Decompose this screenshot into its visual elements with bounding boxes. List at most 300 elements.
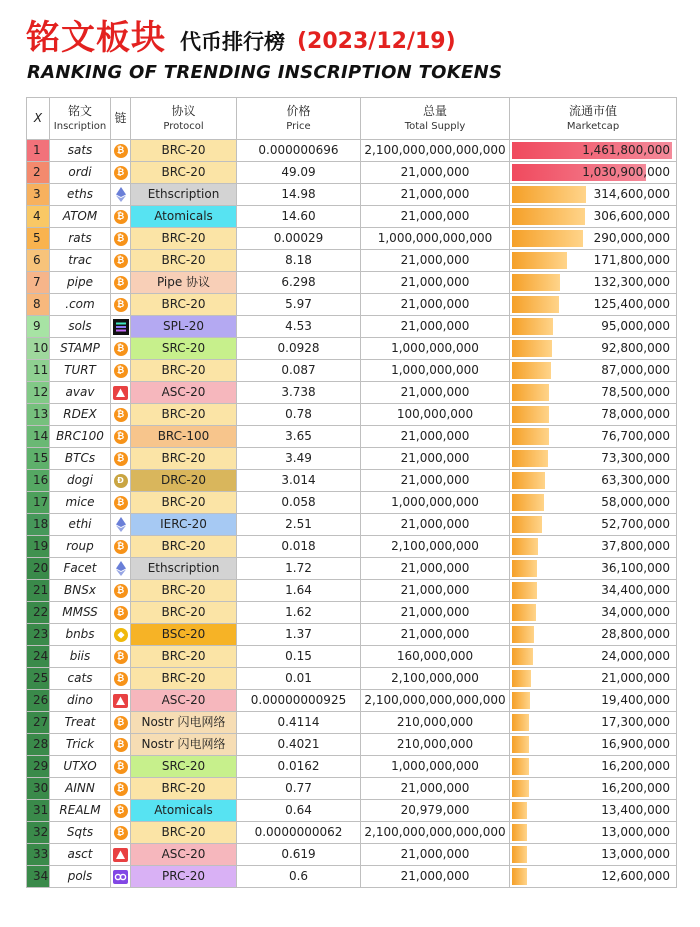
price-cell: 0.000000696 <box>237 140 361 162</box>
rank-cell: 22 <box>27 602 50 624</box>
price-cell: 0.0928 <box>237 338 361 360</box>
supply-cell: 1,000,000,000 <box>361 338 510 360</box>
rank-cell: 31 <box>27 800 50 822</box>
bitcoin-icon: ₿ <box>111 778 131 800</box>
marketcap-cell <box>510 470 677 492</box>
marketcap-bar <box>512 340 552 357</box>
protocol-cell: IERC-20 <box>131 514 237 536</box>
rank-cell: 20 <box>27 558 50 580</box>
price-cell: 0.01 <box>237 668 361 690</box>
marketcap-bar <box>512 692 530 709</box>
marketcap-bar <box>512 868 527 885</box>
supply-cell: 1,000,000,000 <box>361 756 510 778</box>
bitcoin-icon: ₿ <box>111 668 131 690</box>
protocol-cell: Ethscription <box>131 558 237 580</box>
marketcap-value: 132,300,000 <box>593 275 670 289</box>
marketcap-value: 16,200,000 <box>601 781 670 795</box>
marketcap-bar <box>512 516 542 533</box>
marketcap-bar <box>512 208 585 225</box>
protocol-cell: PRC-20 <box>131 866 237 888</box>
bitcoin-icon: ₿ <box>111 602 131 624</box>
bitcoin-icon: ₿ <box>111 734 131 756</box>
marketcap-cell <box>510 184 677 206</box>
inscription-cell: ordi <box>50 162 111 184</box>
inscription-cell: sols <box>50 316 111 338</box>
protocol-cell: BRC-20 <box>131 580 237 602</box>
inscription-cell: pols <box>50 866 111 888</box>
table-header-row <box>27 98 677 140</box>
protocol-cell: DRC-20 <box>131 470 237 492</box>
protocol-cell: BRC-20 <box>131 778 237 800</box>
rank-cell: 16 <box>27 470 50 492</box>
solana-icon <box>111 316 131 338</box>
marketcap-value: 63,300,000 <box>601 473 670 487</box>
supply-cell: 210,000,000 <box>361 734 510 756</box>
table-row <box>27 294 677 316</box>
supply-cell: 1,000,000,000 <box>361 492 510 514</box>
bitcoin-icon: ₿ <box>111 448 131 470</box>
page-title: 铭文板块 <box>26 18 166 58</box>
table-row <box>27 338 677 360</box>
table-row <box>27 448 677 470</box>
inscription-cell: sats <box>50 140 111 162</box>
header-chain: 链 <box>111 98 131 140</box>
marketcap-bar <box>512 824 527 841</box>
marketcap-cell <box>510 404 677 426</box>
table-row <box>27 272 677 294</box>
table-row <box>27 404 677 426</box>
marketcap-cell <box>510 162 677 184</box>
header-price: 价格 Price <box>237 98 361 140</box>
price-cell: 0.6 <box>237 866 361 888</box>
marketcap-bar <box>512 252 567 269</box>
supply-cell: 21,000,000 <box>361 514 510 536</box>
marketcap-cell <box>510 822 677 844</box>
marketcap-bar <box>512 428 549 445</box>
marketcap-value: 52,700,000 <box>601 517 670 531</box>
table-row <box>27 316 677 338</box>
marketcap-bar <box>512 406 549 423</box>
bitcoin-icon: ₿ <box>111 822 131 844</box>
price-cell: 14.60 <box>237 206 361 228</box>
price-cell: 1.72 <box>237 558 361 580</box>
bitcoin-icon: ₿ <box>111 338 131 360</box>
title-row <box>26 10 456 60</box>
price-cell: 3.65 <box>237 426 361 448</box>
avalanche-icon <box>111 844 131 866</box>
supply-cell: 2,100,000,000 <box>361 668 510 690</box>
table-row <box>27 778 677 800</box>
inscription-cell: asct <box>50 844 111 866</box>
bitcoin-icon: ₿ <box>111 272 131 294</box>
marketcap-cell <box>510 382 677 404</box>
bitcoin-icon: ₿ <box>111 426 131 448</box>
marketcap-value: 125,400,000 <box>593 297 670 311</box>
marketcap-cell <box>510 228 677 250</box>
marketcap-cell <box>510 646 677 668</box>
table-row <box>27 668 677 690</box>
inscription-cell: .com <box>50 294 111 316</box>
price-cell: 2.51 <box>237 514 361 536</box>
marketcap-bar <box>512 450 548 467</box>
marketcap-cell <box>510 690 677 712</box>
inscription-cell: UTXO <box>50 756 111 778</box>
price-cell: 0.78 <box>237 404 361 426</box>
marketcap-value: 95,000,000 <box>601 319 670 333</box>
inscription-cell: biis <box>50 646 111 668</box>
bitcoin-icon: ₿ <box>111 404 131 426</box>
bitcoin-icon: ₿ <box>111 140 131 162</box>
inscription-cell: bnbs <box>50 624 111 646</box>
supply-cell: 21,000,000 <box>361 778 510 800</box>
table-row <box>27 228 677 250</box>
dogecoin-icon: Ð <box>111 470 131 492</box>
table-row <box>27 602 677 624</box>
marketcap-bar <box>512 472 545 489</box>
supply-cell: 2,100,000,000 <box>361 536 510 558</box>
supply-cell: 21,000,000 <box>361 558 510 580</box>
inscription-cell: MMSS <box>50 602 111 624</box>
inscription-cell: mice <box>50 492 111 514</box>
bitcoin-icon: ₿ <box>111 294 131 316</box>
marketcap-bar <box>512 560 537 577</box>
bitcoin-icon: ₿ <box>111 492 131 514</box>
table-row <box>27 822 677 844</box>
avalanche-icon <box>111 690 131 712</box>
protocol-cell: Atomicals <box>131 206 237 228</box>
protocol-cell: BSC-20 <box>131 624 237 646</box>
table-row <box>27 140 677 162</box>
marketcap-cell <box>510 624 677 646</box>
supply-cell: 21,000,000 <box>361 448 510 470</box>
protocol-cell: BRC-20 <box>131 646 237 668</box>
price-cell: 0.0000000062 <box>237 822 361 844</box>
marketcap-bar <box>512 802 527 819</box>
protocol-cell: ASC-20 <box>131 690 237 712</box>
rank-cell: 3 <box>27 184 50 206</box>
marketcap-cell <box>510 778 677 800</box>
rank-cell: 12 <box>27 382 50 404</box>
rank-cell: 17 <box>27 492 50 514</box>
supply-cell: 2,100,000,000,000,000 <box>361 690 510 712</box>
supply-cell: 21,000,000 <box>361 624 510 646</box>
supply-cell: 21,000,000 <box>361 382 510 404</box>
price-cell: 4.53 <box>237 316 361 338</box>
protocol-cell: SPL-20 <box>131 316 237 338</box>
header-supply: 总量 Total Supply <box>361 98 510 140</box>
price-cell: 5.97 <box>237 294 361 316</box>
marketcap-bar <box>512 758 529 775</box>
rank-cell: 8 <box>27 294 50 316</box>
inscription-cell: avav <box>50 382 111 404</box>
table-row <box>27 690 677 712</box>
marketcap-cell <box>510 712 677 734</box>
marketcap-cell <box>510 338 677 360</box>
page-subtitle-cn: 代币排行榜 <box>180 30 285 54</box>
marketcap-value: 21,000,000 <box>601 671 670 685</box>
header-x: X <box>27 98 50 140</box>
price-cell: 0.77 <box>237 778 361 800</box>
table-row <box>27 382 677 404</box>
rank-cell: 23 <box>27 624 50 646</box>
protocol-cell: BRC-20 <box>131 162 237 184</box>
marketcap-cell <box>510 492 677 514</box>
marketcap-bar <box>512 604 536 621</box>
marketcap-value: 16,900,000 <box>601 737 670 751</box>
marketcap-value: 34,400,000 <box>601 583 670 597</box>
price-cell: 0.0162 <box>237 756 361 778</box>
table-row <box>27 756 677 778</box>
marketcap-bar <box>512 780 529 797</box>
marketcap-value: 16,200,000 <box>601 759 670 773</box>
marketcap-value: 17,300,000 <box>601 715 670 729</box>
price-cell: 1.37 <box>237 624 361 646</box>
supply-cell: 21,000,000 <box>361 426 510 448</box>
inscription-cell: STAMP <box>50 338 111 360</box>
supply-cell: 1,000,000,000 <box>361 360 510 382</box>
marketcap-value: 19,400,000 <box>601 693 670 707</box>
table-row <box>27 184 677 206</box>
header-inscription: 铭文 Inscription <box>50 98 111 140</box>
protocol-cell: BRC-20 <box>131 536 237 558</box>
inscription-cell: dino <box>50 690 111 712</box>
protocol-cell: BRC-20 <box>131 822 237 844</box>
table-row <box>27 250 677 272</box>
supply-cell: 1,000,000,000,000 <box>361 228 510 250</box>
rank-cell: 9 <box>27 316 50 338</box>
inscription-cell: Trick <box>50 734 111 756</box>
table-row <box>27 470 677 492</box>
price-cell: 0.00029 <box>237 228 361 250</box>
marketcap-bar <box>512 736 529 753</box>
marketcap-value: 87,000,000 <box>601 363 670 377</box>
ethereum-icon <box>111 184 131 206</box>
marketcap-cell <box>510 844 677 866</box>
protocol-cell: Nostr 闪电网络 <box>131 734 237 756</box>
inscription-cell: TURT <box>50 360 111 382</box>
rank-cell: 24 <box>27 646 50 668</box>
supply-cell: 21,000,000 <box>361 602 510 624</box>
marketcap-cell <box>510 602 677 624</box>
marketcap-value: 171,800,000 <box>593 253 670 267</box>
marketcap-value: 28,800,000 <box>601 627 670 641</box>
inscription-cell: BNSx <box>50 580 111 602</box>
marketcap-bar <box>512 582 537 599</box>
inscription-cell: RDEX <box>50 404 111 426</box>
marketcap-value: 13,000,000 <box>601 847 670 861</box>
marketcap-bar <box>512 670 531 687</box>
table-row <box>27 492 677 514</box>
price-cell: 0.058 <box>237 492 361 514</box>
marketcap-bar <box>512 846 527 863</box>
marketcap-bar <box>512 714 529 731</box>
table-row <box>27 866 677 888</box>
rank-cell: 1 <box>27 140 50 162</box>
bitcoin-icon: ₿ <box>111 646 131 668</box>
marketcap-value: 73,300,000 <box>601 451 670 465</box>
supply-cell: 21,000,000 <box>361 580 510 602</box>
supply-cell: 21,000,000 <box>361 470 510 492</box>
marketcap-value: 13,000,000 <box>601 825 670 839</box>
inscription-cell: Treat <box>50 712 111 734</box>
rank-cell: 25 <box>27 668 50 690</box>
inscription-cell: rats <box>50 228 111 250</box>
rank-cell: 14 <box>27 426 50 448</box>
supply-cell: 20,979,000 <box>361 800 510 822</box>
protocol-cell: ASC-20 <box>131 382 237 404</box>
polygon-icon <box>111 866 131 888</box>
rank-cell: 13 <box>27 404 50 426</box>
protocol-cell: BRC-20 <box>131 404 237 426</box>
rank-cell: 19 <box>27 536 50 558</box>
protocol-cell: BRC-20 <box>131 668 237 690</box>
rank-cell: 28 <box>27 734 50 756</box>
marketcap-bar <box>512 230 583 247</box>
protocol-cell: BRC-20 <box>131 492 237 514</box>
supply-cell: 21,000,000 <box>361 184 510 206</box>
inscription-cell: AINN <box>50 778 111 800</box>
marketcap-value: 24,000,000 <box>601 649 670 663</box>
protocol-cell: SRC-20 <box>131 756 237 778</box>
marketcap-bar <box>512 186 586 203</box>
inscription-cell: Facet <box>50 558 111 580</box>
bitcoin-icon: ₿ <box>111 162 131 184</box>
inscription-cell: eths <box>50 184 111 206</box>
marketcap-cell <box>510 294 677 316</box>
price-cell: 3.49 <box>237 448 361 470</box>
marketcap-cell <box>510 316 677 338</box>
table-row <box>27 646 677 668</box>
table-row <box>27 800 677 822</box>
rank-cell: 29 <box>27 756 50 778</box>
bitcoin-icon: ₿ <box>111 712 131 734</box>
avalanche-icon <box>111 382 131 404</box>
table-row <box>27 162 677 184</box>
bitcoin-icon: ₿ <box>111 580 131 602</box>
protocol-cell: BRC-20 <box>131 602 237 624</box>
marketcap-value: 290,000,000 <box>593 231 670 245</box>
marketcap-cell <box>510 866 677 888</box>
marketcap-bar <box>512 296 559 313</box>
table-row <box>27 712 677 734</box>
protocol-cell: SRC-20 <box>131 338 237 360</box>
inscription-cell: dogi <box>50 470 111 492</box>
table-row <box>27 206 677 228</box>
rank-cell: 2 <box>27 162 50 184</box>
marketcap-cell <box>510 536 677 558</box>
table-row <box>27 558 677 580</box>
price-cell: 1.62 <box>237 602 361 624</box>
marketcap-value: 314,600,000 <box>593 187 670 201</box>
price-cell: 1.64 <box>237 580 361 602</box>
bitcoin-icon: ₿ <box>111 536 131 558</box>
marketcap-cell <box>510 734 677 756</box>
marketcap-value: 92,800,000 <box>601 341 670 355</box>
price-cell: 0.087 <box>237 360 361 382</box>
bitcoin-icon: ₿ <box>111 800 131 822</box>
header-protocol: 协议 Protocol <box>131 98 237 140</box>
inscription-cell: ethi <box>50 514 111 536</box>
marketcap-cell <box>510 668 677 690</box>
marketcap-bar <box>512 362 551 379</box>
protocol-cell: BRC-20 <box>131 228 237 250</box>
marketcap-bar <box>512 274 560 291</box>
supply-cell: 210,000,000 <box>361 712 510 734</box>
rank-cell: 26 <box>27 690 50 712</box>
protocol-cell: BRC-20 <box>131 250 237 272</box>
marketcap-value: 76,700,000 <box>601 429 670 443</box>
rank-cell: 32 <box>27 822 50 844</box>
price-cell: 0.15 <box>237 646 361 668</box>
marketcap-bar <box>512 626 534 643</box>
bitcoin-icon: ₿ <box>111 756 131 778</box>
supply-cell: 21,000,000 <box>361 866 510 888</box>
marketcap-cell <box>510 580 677 602</box>
protocol-cell: Atomicals <box>131 800 237 822</box>
page-date: (2023/12/19) <box>297 29 456 54</box>
table-row <box>27 360 677 382</box>
protocol-cell: ASC-20 <box>131 844 237 866</box>
price-cell: 0.00000000925 <box>237 690 361 712</box>
header-marketcap: 流通市值 Marketcap <box>510 98 677 140</box>
inscription-cell: pipe <box>50 272 111 294</box>
marketcap-bar <box>512 538 538 555</box>
price-cell: 0.64 <box>237 800 361 822</box>
table-row <box>27 734 677 756</box>
price-cell: 49.09 <box>237 162 361 184</box>
ranking-table <box>26 97 677 888</box>
marketcap-bar <box>512 318 553 335</box>
protocol-cell: BRC-20 <box>131 360 237 382</box>
table-row <box>27 536 677 558</box>
marketcap-value: 306,600,000 <box>593 209 670 223</box>
supply-cell: 100,000,000 <box>361 404 510 426</box>
bitcoin-icon: ₿ <box>111 206 131 228</box>
marketcap-value: 36,100,000 <box>601 561 670 575</box>
marketcap-cell <box>510 426 677 448</box>
rank-cell: 34 <box>27 866 50 888</box>
protocol-cell: Ethscription <box>131 184 237 206</box>
table-row <box>27 514 677 536</box>
bnb-icon <box>111 624 131 646</box>
protocol-cell: BRC-100 <box>131 426 237 448</box>
supply-cell: 21,000,000 <box>361 272 510 294</box>
marketcap-value: 1,461,800,000 <box>582 143 670 157</box>
marketcap-cell <box>510 140 677 162</box>
supply-cell: 2,100,000,000,000,000 <box>361 140 510 162</box>
protocol-cell: BRC-20 <box>131 140 237 162</box>
supply-cell: 21,000,000 <box>361 294 510 316</box>
rank-cell: 11 <box>27 360 50 382</box>
rank-cell: 6 <box>27 250 50 272</box>
inscription-cell: REALM <box>50 800 111 822</box>
supply-cell: 21,000,000 <box>361 316 510 338</box>
protocol-cell: BRC-20 <box>131 448 237 470</box>
price-cell: 14.98 <box>237 184 361 206</box>
marketcap-cell <box>510 360 677 382</box>
supply-cell: 21,000,000 <box>361 844 510 866</box>
page-subtitle-en: RANKING OF TRENDING INSCRIPTION TOKENS <box>27 62 503 83</box>
marketcap-cell <box>510 250 677 272</box>
table-row <box>27 844 677 866</box>
ethereum-icon <box>111 514 131 536</box>
table-row <box>27 426 677 448</box>
marketcap-value: 34,000,000 <box>601 605 670 619</box>
marketcap-bar <box>512 384 549 401</box>
ethereum-icon <box>111 558 131 580</box>
price-cell: 0.619 <box>237 844 361 866</box>
price-cell: 8.18 <box>237 250 361 272</box>
